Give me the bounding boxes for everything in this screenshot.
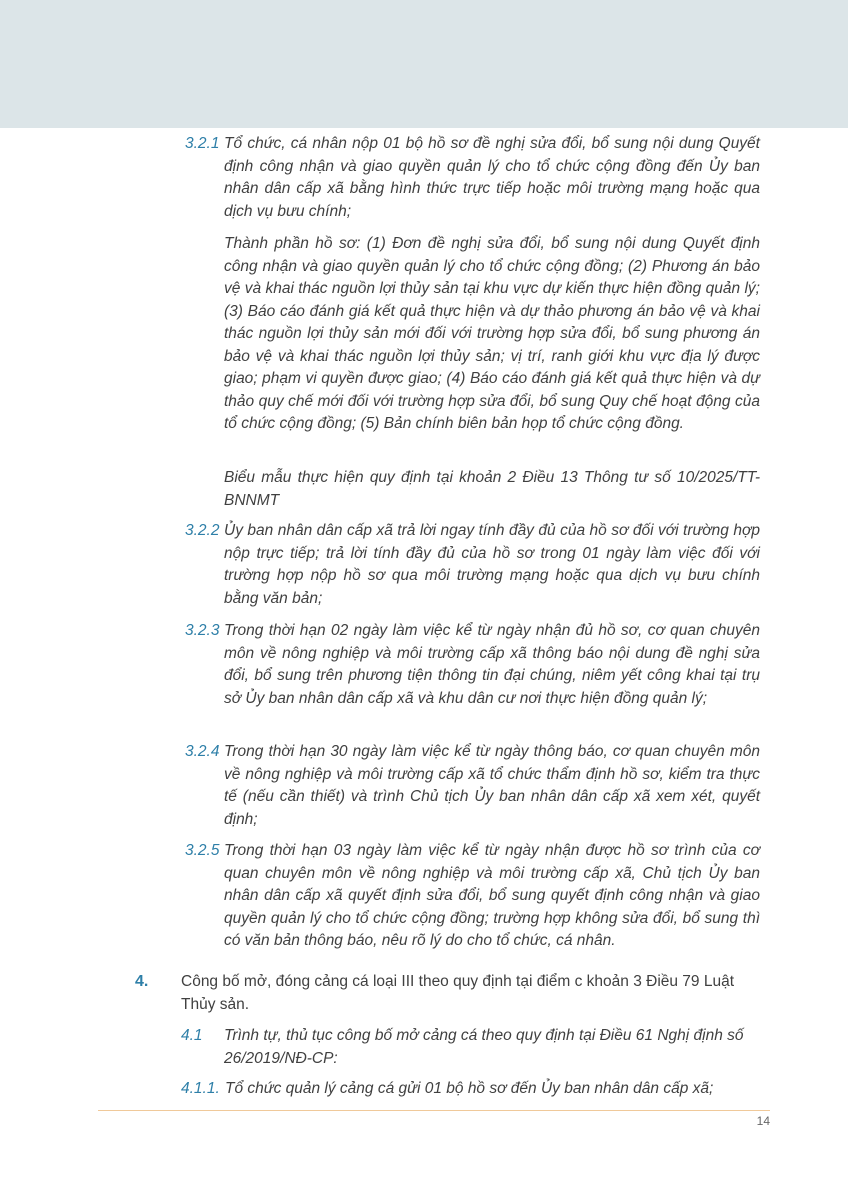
header-band — [0, 0, 848, 128]
item-text: Tổ chức quản lý cảng cá gửi 01 bộ hồ sơ đến Ủy ban nhân dân cấp xã; — [225, 1080, 714, 1097]
item-number: 3.2.1 — [185, 135, 220, 152]
subsection-number: 4.1 — [181, 1027, 203, 1044]
item-text: Trong thời hạn 03 ngày làm việc kể từ ngày nhận được hồ sơ trình của cơ quan chuyên môn về nông nghiệp và môi trường cấp xã, Chủ tịch Ủy ban nhân dân cấp xã quyết định sửa đổi, bổ sung quyết định công nhận và giao quyền quản lý cho tổ chức cộng đồng; trường hợp không sửa đổi, bổ sung thì có văn bản thông báo, nêu rõ lý do cho tổ chức, cá nhân. — [224, 842, 760, 949]
page-number: 14 — [756, 1114, 770, 1128]
item-number: 3.2.2 — [185, 522, 220, 539]
paragraph-components: Thành phần hồ sơ: (1) Đơn đề nghị sửa đổi, bổ sung nội dung Quyết định công nhận và giao quyền quản lý cho tổ chức cộng đồng; (2) Phương án bảo vệ và khai thác nguồn lợi thủy sản tại khu vực dự kiến thực hiện đồng quản lý; (3) Báo cáo đánh giá kết quả thực hiện và dự thảo phương án bảo vệ và khai thác nguồn lợi thủy sản mới đối với trường hợp sửa đổi, bổ sung phương án bảo vệ và khai thác nguồn lợi thủy sản; vị trí, ranh giới khu vực địa lý được giao; phạm vi quyền được giao; (4) Báo cáo đánh giá kết quả thực hiện và dự thảo quy chế mới đối với trường hợp sửa đổi, bổ sung Quy chế hoạt động của tổ chức cộng đồng; (5) Bản chính biên bản họp tổ chức cộng đồng. — [224, 235, 760, 432]
item-number: 3.2.4 — [185, 743, 220, 760]
item-text: Trong thời hạn 02 ngày làm việc kể từ ngày nhận đủ hồ sơ, cơ quan chuyên môn về nông nghiệp và môi trường cấp xã thông báo nội dung đề nghị sửa đổi, bổ sung trên phương tiện thông tin đại chúng, niêm yết công khai tại trụ sở Ủy ban nhân dân cấp xã và khu dân cư nơi thực hiện đồng quản lý; — [224, 622, 760, 707]
item-text: Trong thời hạn 30 ngày làm việc kể từ ngày thông báo, cơ quan chuyên môn về nông nghiệp và môi trường cấp xã tổ chức thẩm định hồ sơ, kiểm tra thực tế (nếu cần thiết) và trình Chủ tịch Ủy ban nhân dân cấp xã xem xét, quyết định; — [224, 743, 760, 828]
item-number: 3.2.3 — [185, 622, 220, 639]
item-text: Ủy ban nhân dân cấp xã trả lời ngay tính đầy đủ của hồ sơ đối với trường hợp nộp trực tiếp; trả lời tính đầy đủ của hồ sơ trong 01 ngày làm việc đối với trường hợp nộp hồ sơ qua môi trường mạng hoặc qua dịch vụ bưu chính bằng văn bản; — [224, 522, 760, 607]
item-text: Tổ chức, cá nhân nộp 01 bộ hồ sơ đề nghị sửa đổi, bổ sung nội dung Quyết định công nhận và giao quyền quản lý cho tổ chức cộng đồng đến Ủy ban nhân dân cấp xã bằng hình thức trực tiếp hoặc môi trường mạng hoặc qua dịch vụ bưu chính; — [224, 135, 760, 220]
paragraph-forms: Biểu mẫu thực hiện quy định tại khoản 2 Điều 13 Thông tư số 10/2025/TT-BNNMT — [224, 469, 760, 509]
section-text: Công bố mở, đóng cảng cá loại III theo quy định tại điểm c khoản 3 Điều 79 Luật Thủy sản. — [181, 973, 735, 1013]
item-number: 4.1.1. — [181, 1080, 220, 1097]
item-number: 3.2.5 — [185, 842, 220, 859]
footer-rule — [98, 1110, 770, 1111]
section-number: 4. — [135, 973, 149, 990]
subsection-text: Trình tự, thủ tục công bố mở cảng cá theo quy định tại Điều 61 Nghị định số 26/2019/NĐ-CP: — [224, 1027, 744, 1067]
